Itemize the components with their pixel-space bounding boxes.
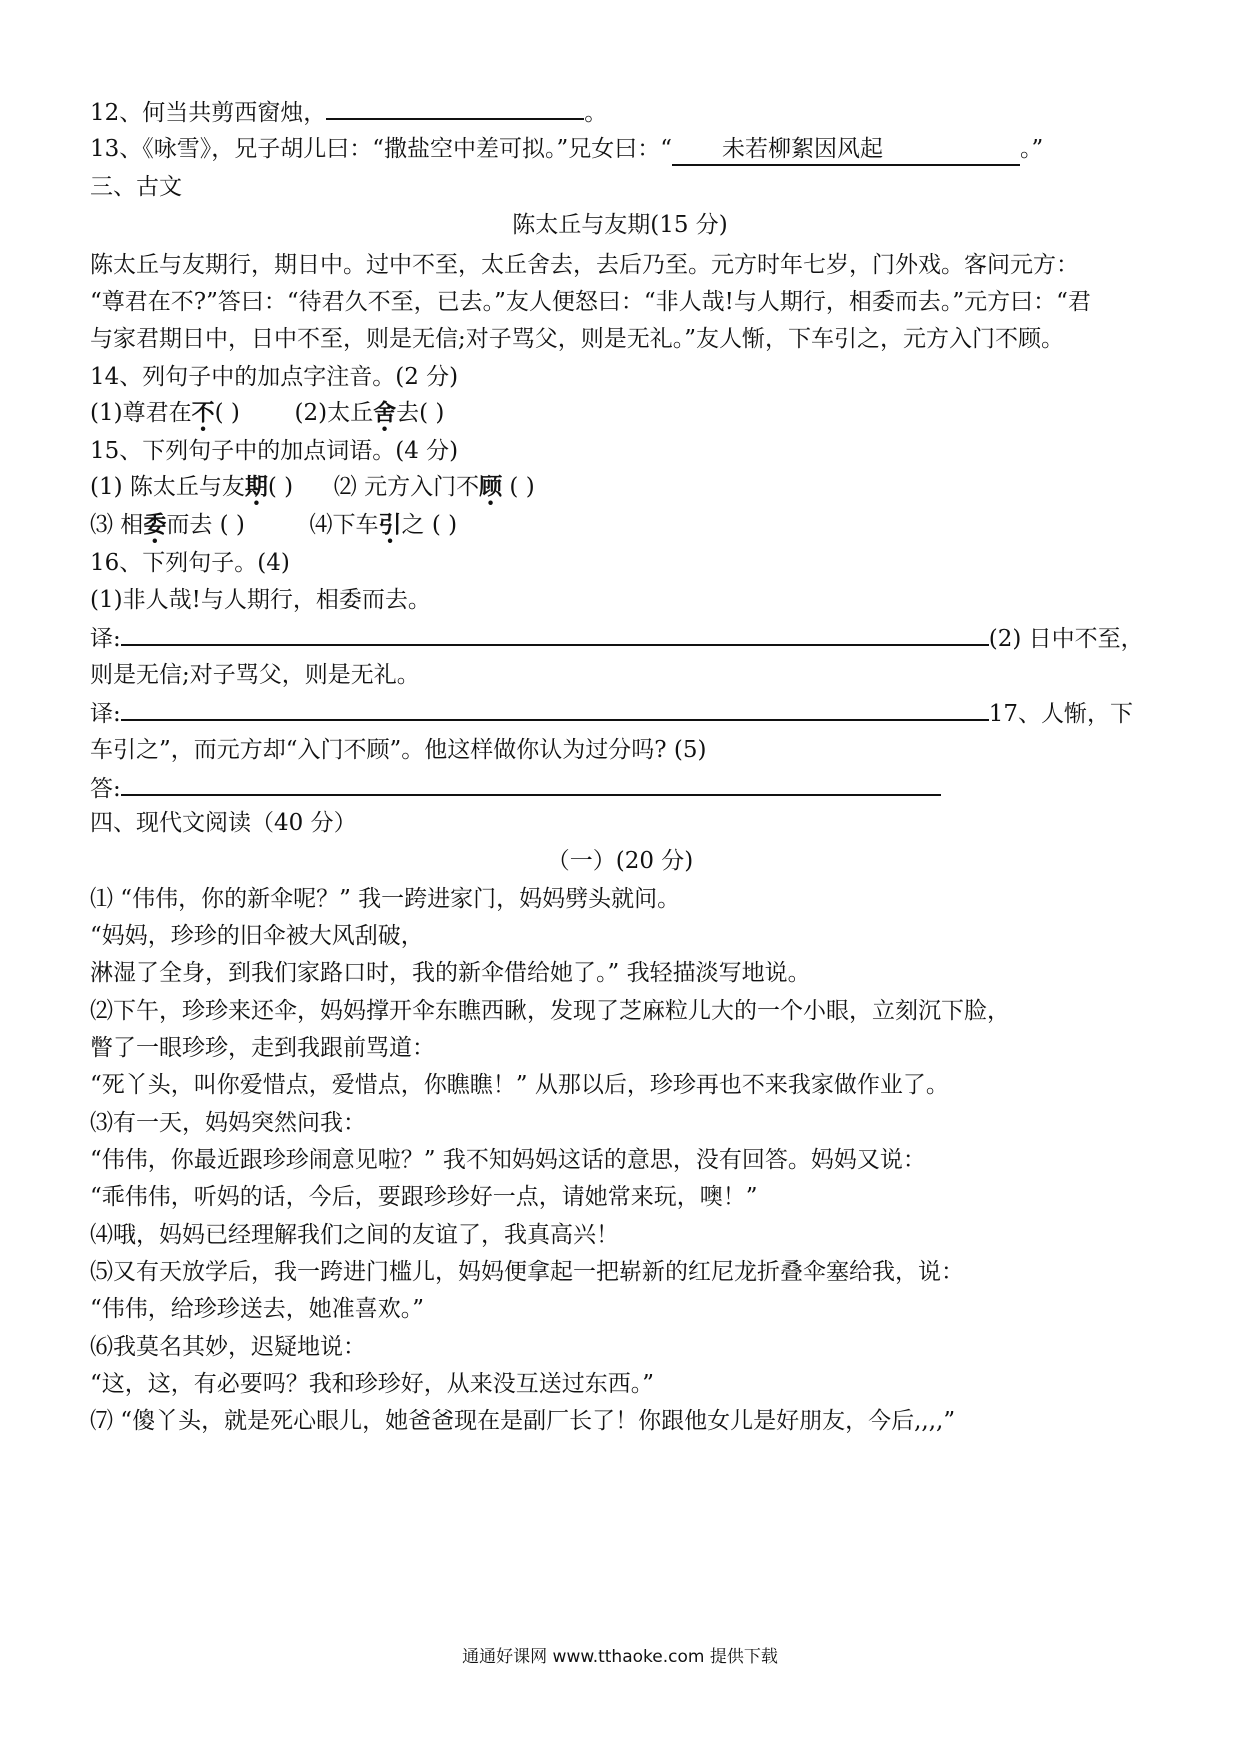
translation-label: 译: — [90, 701, 121, 727]
story-line: ⑷哦，妈妈已经理解我们之间的友谊了，我真高兴！ — [90, 1222, 619, 1248]
story-line: ⑴ “伟伟，你的新伞呢？” 我一跨进家门，妈妈劈头就问。 — [90, 886, 681, 912]
story-line: “妈妈，珍珍的旧伞被大风刮破， — [90, 923, 424, 949]
question-14-title: 14、列句子中的加点字注音。(2 分) — [90, 364, 459, 390]
story-line: 瞥了一眼珍珍，走到我跟前骂道： — [90, 1035, 435, 1061]
answer-parens[interactable]: ( ) — [267, 474, 294, 500]
story-line: “伟伟，你最近跟珍珍闹意见啦？” 我不知妈妈这话的意思，没有回答。妈妈又说： — [90, 1147, 926, 1173]
story-line: “乖伟伟，听妈的话，今后，要跟珍珍好一点，请她常来玩，噢！” — [90, 1184, 758, 1210]
item-text: (2)太丘 — [294, 400, 374, 426]
question-16-sentence-2: 则是无信;对子骂父，则是无礼。 — [90, 662, 420, 688]
answer-blank[interactable] — [121, 772, 941, 796]
question-16-title: 16、下列句子。(4) — [90, 550, 290, 576]
question-14-items — [90, 398, 444, 428]
translation-label: 译: — [90, 626, 121, 652]
question-16-sentence-1: (1)非人哉!与人期行，相委而去。 — [90, 587, 431, 613]
question-16-translation-1 — [90, 622, 1144, 654]
item-text: ⑶ 相 — [90, 512, 144, 538]
passage-line: 陈太丘与友期行，期日中。过中不至，太丘舍去，去后乃至。元方时年七岁，门外戏。客问元方： — [90, 252, 1079, 278]
story-line: ⑺ “傻丫头，就是死心眼儿，她爸爸现在是副厂长了！你跟他女儿是好朋友，今后,,,,” — [90, 1408, 956, 1434]
question-13 — [90, 134, 1043, 166]
page-footer: 通通好课网 www.tthaoke.com 提供下载 — [462, 1647, 778, 1667]
story-line: 淋湿了全身，到我们家路口时，我的新伞借给她了。” 我轻描淡写地说。 — [90, 960, 811, 986]
dotted-char: 引 — [378, 511, 402, 538]
story-line: ⑵下午，珍珍来还伞，妈妈撑开伞东瞧西瞅，发现了芝麻粒儿大的一个小眼，立刻沉下脸， — [90, 998, 1010, 1024]
story-line: ⑹我莫名其妙，迟疑地说： — [90, 1334, 366, 1360]
story-line: “伟伟，给珍珍送去，她准喜欢。” — [90, 1296, 425, 1322]
item-text: ⑷下车 — [309, 512, 379, 538]
story-line: ⑸又有天放学后，我一跨进门槛儿，妈妈便拿起一把崭新的红尼龙折叠伞塞给我，说： — [90, 1259, 964, 1285]
dotted-char: 期 — [244, 473, 268, 500]
sentence-2-head: (2) 日中不至， — [988, 626, 1144, 652]
question-16-translation-2 — [90, 697, 1133, 729]
dotted-char: 舍 — [373, 399, 397, 426]
question-text: 12、何当共剪西窗烛， — [90, 100, 327, 126]
passage-line: 与家君期日中，日中不至，则是无信;对子骂父，则是无礼。”友人惭，下车引之，元方入门不顾。 — [90, 326, 1065, 352]
section-heading: 四、现代文阅读（40 分） — [90, 810, 357, 836]
item-text: (1) 陈太丘与友 — [90, 474, 245, 500]
section-subheading: （一）(20 分) — [546, 848, 694, 874]
question-text-tail: 。 — [584, 100, 608, 126]
item-text: ⑵ 元方入门不 — [333, 474, 480, 500]
story-line: ⑶有一天，妈妈突然问我： — [90, 1110, 366, 1136]
translation-blank[interactable] — [121, 622, 989, 646]
answer-parens[interactable]: ( ) — [502, 474, 535, 500]
answer-blank-filled[interactable]: 未若柳絮因风起 — [672, 134, 1020, 166]
answer-parens[interactable]: 去( ) — [396, 400, 445, 426]
story-line: “这，这，有必要吗？我和珍珍好，从来没互送过东西。” — [90, 1371, 655, 1397]
answer-parens[interactable]: 而去 ( ) — [166, 512, 245, 538]
answer-blank[interactable] — [326, 96, 584, 120]
dotted-char: 委 — [143, 511, 167, 538]
dotted-char: 顾 — [479, 473, 503, 500]
translation-blank[interactable] — [121, 697, 989, 721]
dotted-char: 不 — [191, 399, 215, 426]
question-17-text: 车引之”，而元方却“入门不顾”。他这样做你认为过分吗? (5) — [90, 737, 707, 763]
story-line: “死丫头，叫你爱惜点，爱惜点，你瞧瞧！” 从那以后，珍珍再也不来我家做作业了。 — [90, 1072, 949, 1098]
question-15-row1 — [90, 472, 535, 502]
question-text-tail: 。” — [1020, 136, 1044, 162]
question-17-head: 17、人惭，下 — [988, 701, 1134, 727]
question-12 — [90, 96, 607, 128]
question-15-title: 15、下列句子中的加点词语。(4 分) — [90, 438, 459, 464]
question-17-answer — [90, 772, 941, 804]
passage-title: 陈太丘与友期(15 分) — [512, 212, 728, 238]
answer-parens[interactable]: 之 ( ) — [401, 512, 458, 538]
item-text: (1)尊君在 — [90, 400, 192, 426]
question-15-row2 — [90, 510, 457, 540]
section-heading: 三、古文 — [90, 174, 182, 200]
passage-line: “尊君在不?”答曰：“待君久不至，已去。”友人便怒曰：“非人哉!与人期行，相委而去。”元方曰：“君 — [90, 289, 1091, 315]
question-text: 13、《咏雪》，兄子胡儿曰：“撒盐空中差可拟。”兄女曰：“ — [90, 136, 673, 162]
answer-label: 答: — [90, 776, 121, 802]
answer-parens[interactable]: ( ) — [214, 400, 240, 426]
